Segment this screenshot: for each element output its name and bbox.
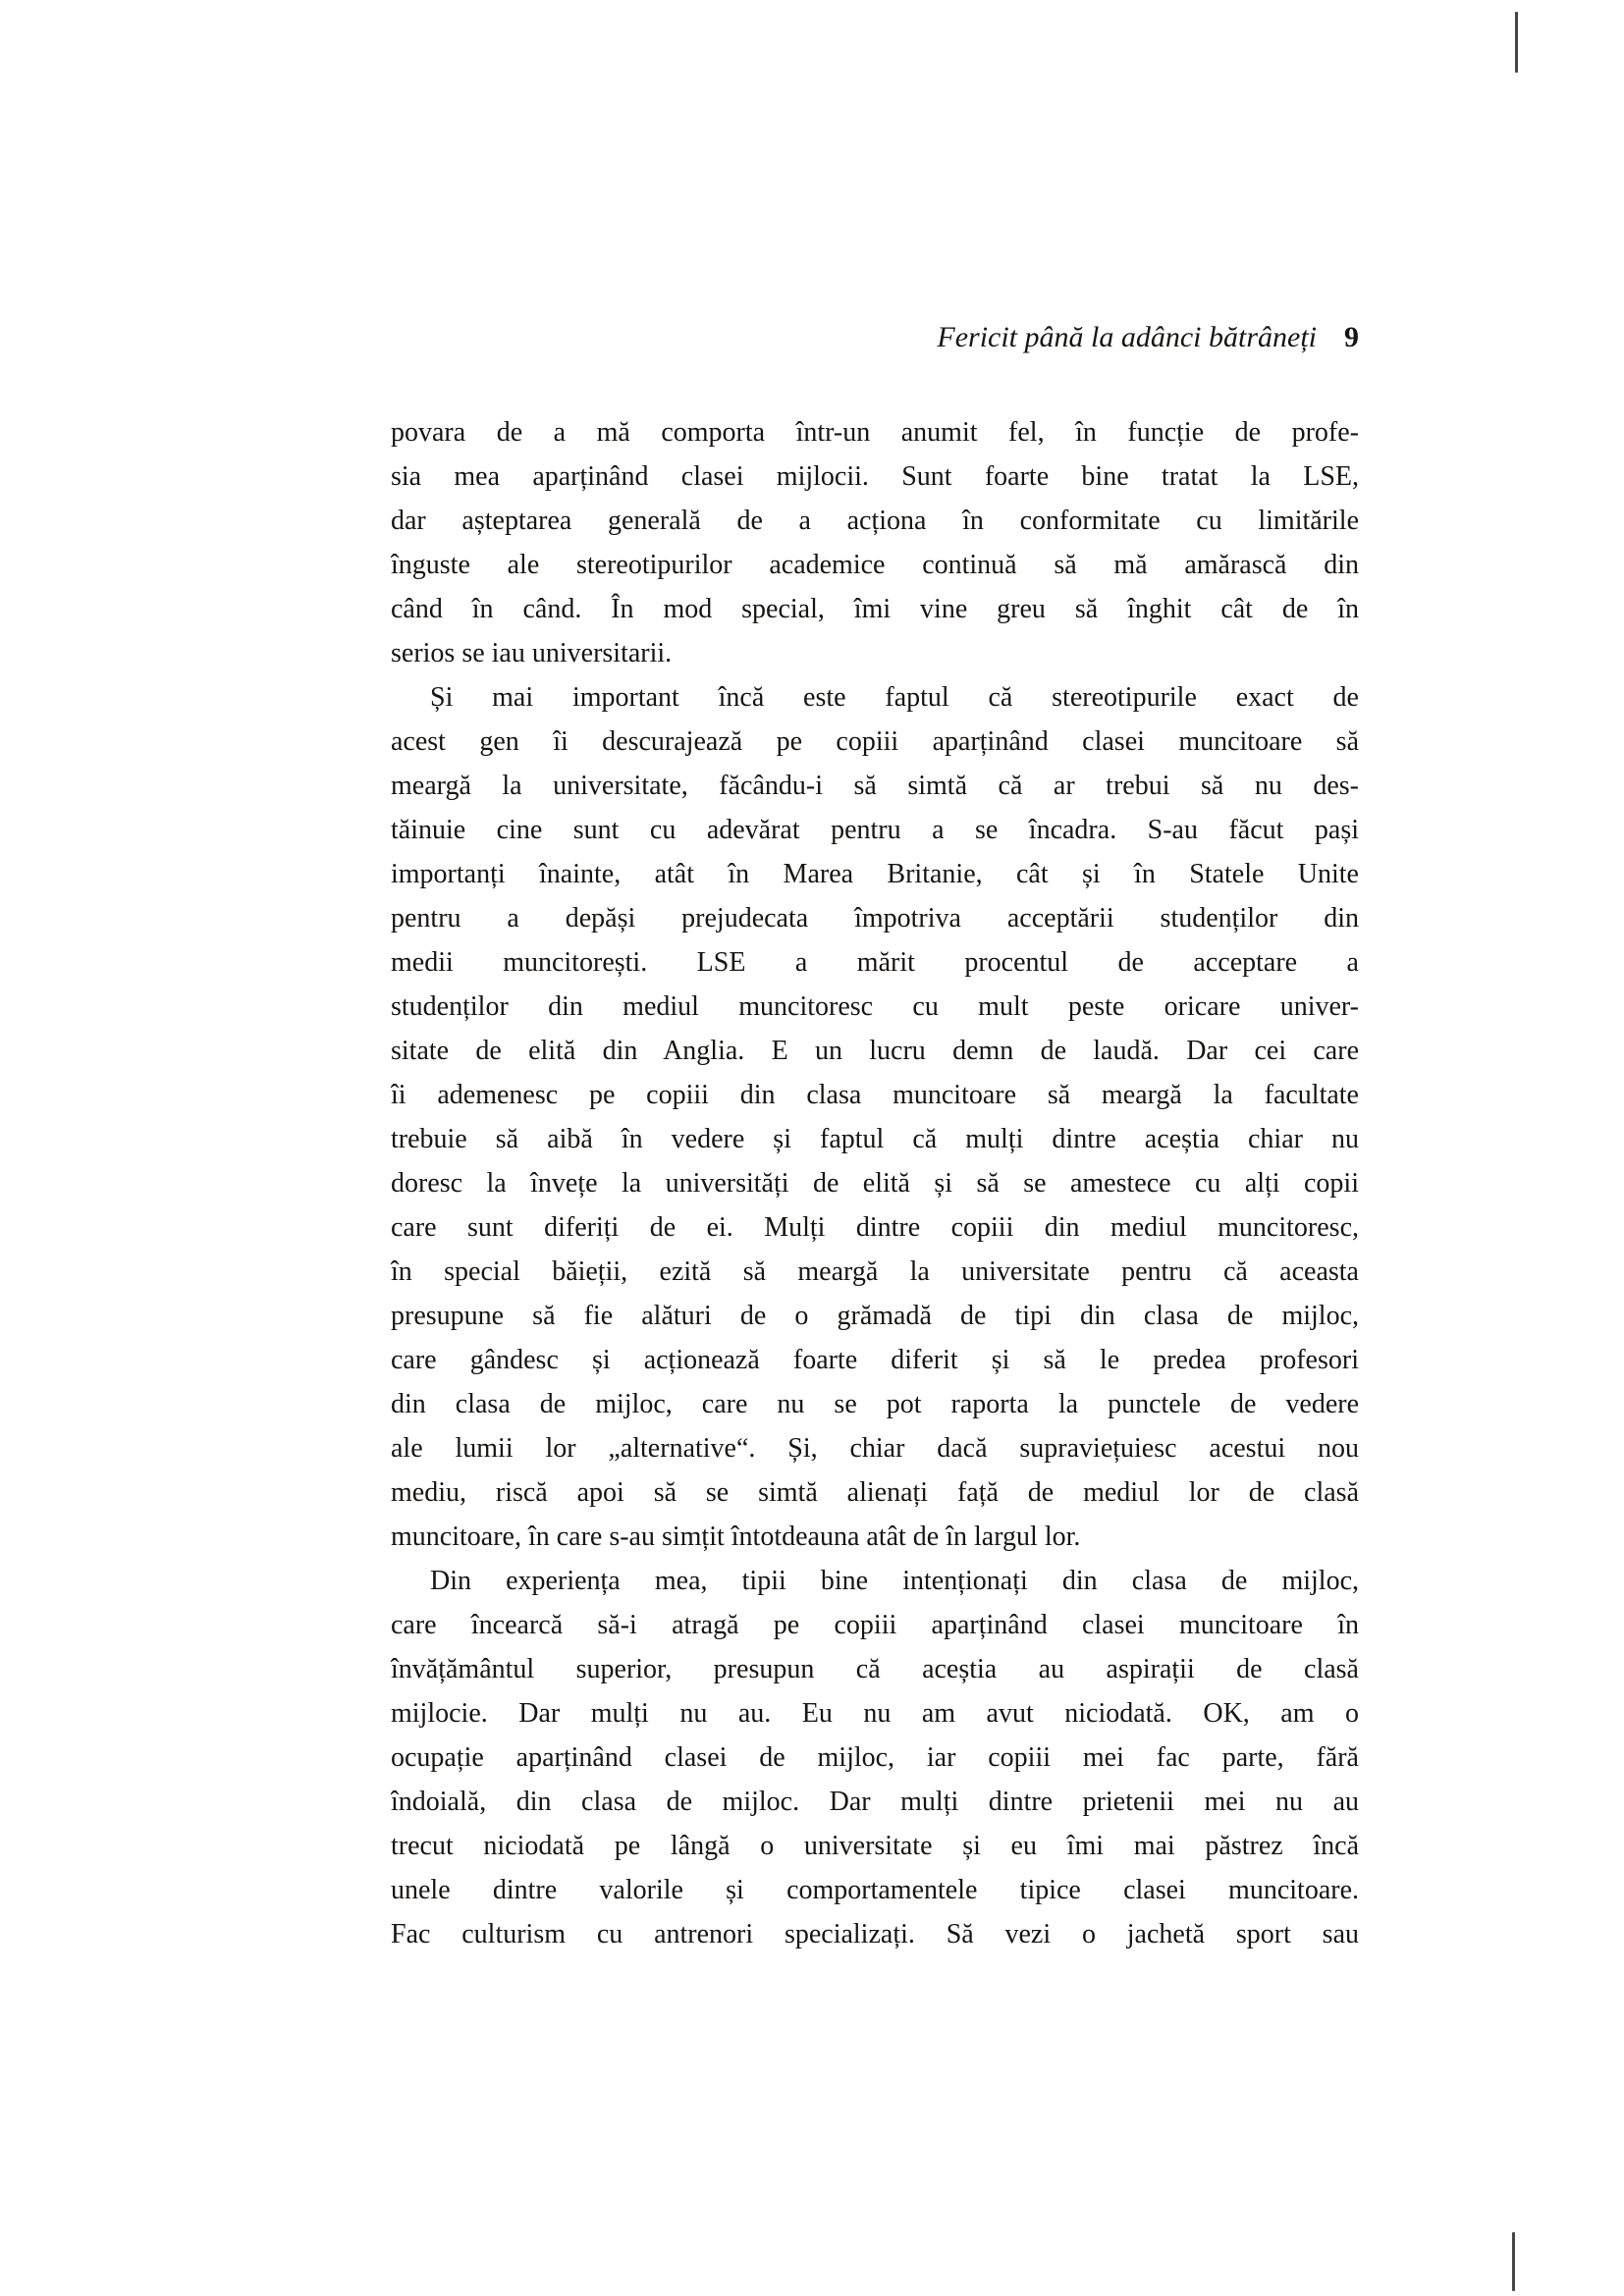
page-number: 9 [1344, 321, 1359, 353]
text-line: sitate de elită din Anglia. E un lucru demn de laudă. Dar cei care [391, 1036, 1359, 1066]
text-line: trebuie să aibă în vedere și faptul că mulți dintre aceștia chiar nu [391, 1124, 1359, 1154]
text-line: studenților din mediul muncitoresc cu mult peste oricare univer- [391, 991, 1359, 1022]
text-line: serios se iau universitarii. [391, 638, 673, 668]
text-line: din clasa de mijloc, care nu se pot raporta la punctele de vedere [391, 1389, 1359, 1419]
body-text [391, 410, 1359, 1956]
text-line: dar așteptarea generală de a acționa în conformitate cu limitările [391, 506, 1359, 536]
text-line: Fac culturism cu antrenori specializați. Să vezi o jachetă sport sau [391, 1919, 1359, 1949]
text-line: muncitoare, în care s-au simțit întotdeauna atât de în largul lor. [391, 1522, 1081, 1552]
page-edge-mark-top [1515, 12, 1518, 73]
text-line: îndoială, din clasa de mijloc. Dar mulți dintre prietenii mei nu au [391, 1787, 1359, 1817]
text-line: care gândesc și acționează foarte diferit și să le predea profesori [391, 1345, 1359, 1375]
text-line: care sunt diferiți de ei. Mulți dintre copiii din mediul muncitoresc, [391, 1212, 1359, 1243]
text-line: tăinuie cine sunt cu adevărat pentru a se încadra. S-au făcut pași [391, 815, 1359, 845]
text-line: trecut niciodată pe lângă o universitate și eu îmi mai păstrez încă [391, 1831, 1359, 1861]
text-line: ocupație aparținând clasei de mijloc, iar copiii mei fac parte, fără [391, 1742, 1359, 1773]
text-line: unele dintre valorile și comportamentele tipice clasei muncitoare. [391, 1875, 1359, 1905]
text-line: în special băieții, ezită să meargă la universitate pentru că aceasta [391, 1256, 1359, 1287]
text-line: ale lumii lor „alternative“. Și, chiar dacă supraviețuiesc acestui nou [391, 1433, 1359, 1464]
text-line: medii muncitorești. LSE a mărit procentul de acceptare a [391, 947, 1359, 978]
text-line: Și mai important încă este faptul că stereotipurile exact de [430, 682, 1359, 713]
text-line: care încearcă să-i atragă pe copiii aparținând clasei muncitoare în [391, 1610, 1359, 1640]
running-header [391, 320, 1359, 355]
text-line: povara de a mă comporta într-un anumit fel, în funcție de profe- [391, 417, 1359, 448]
text-line: înguste ale stereotipurilor academice continuă să mă amărască din [391, 550, 1359, 580]
text-line: importanți înainte, atât în Marea Britanie, cât și în Statele Unite [391, 859, 1359, 889]
text-line: meargă la universitate, făcându-i să simtă că ar trebui să nu des- [391, 771, 1359, 801]
text-line: sia mea aparținând clasei mijlocii. Sunt foarte bine tratat la LSE, [391, 461, 1359, 492]
text-line: presupune să fie alături de o grămadă de tipi din clasa de mijloc, [391, 1301, 1359, 1331]
text-line: doresc la învețe la universități de elită și să se amestece cu alți copii [391, 1168, 1359, 1199]
text-line: mijlocie. Dar mulți nu au. Eu nu am avut niciodată. OK, am o [391, 1698, 1359, 1729]
text-line: pentru a depăși prejudecata împotriva acceptării studenților din [391, 903, 1359, 934]
page-edge-mark-bottom [1512, 2232, 1515, 2291]
running-header-title: Fericit până la adânci bătrâneți [937, 321, 1317, 353]
text-line: învățământul superior, presupun că aceștia au aspirații de clasă [391, 1654, 1359, 1684]
text-line: îi ademenesc pe copiii din clasa muncitoare să meargă la facultate [391, 1080, 1359, 1110]
text-line: acest gen îi descurajează pe copiii aparținând clasei muncitoare să [391, 726, 1359, 757]
text-line: Din experiența mea, tipii bine intenționați din clasa de mijloc, [430, 1566, 1359, 1596]
text-line: când în când. În mod special, îmi vine greu să înghit cât de în [391, 594, 1359, 624]
text-line: mediu, riscă apoi să se simtă alienați față de mediul lor de clasă [391, 1477, 1359, 1508]
